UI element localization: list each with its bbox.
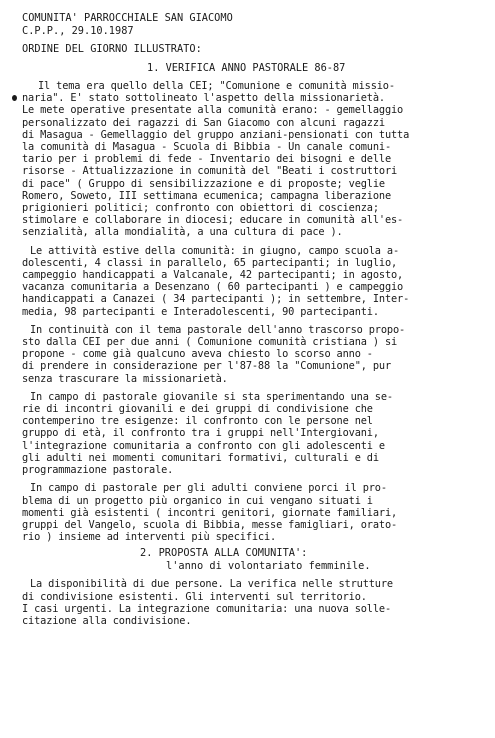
- paragraph-5: [22, 482, 481, 543]
- text-line: La disponibilità di due persone. La verifica nelle strutture: [30, 578, 393, 591]
- ink-dot: [12, 95, 17, 101]
- org-name: COMUNITA' PARROCCHIALE SAN GIACOMO: [22, 12, 233, 24]
- text-line: personalizzato dei ragazzi di San Giacomo con alcuni ragazzi: [22, 116, 385, 129]
- agenda-heading: ORDINE DEL GIORNO ILLUSTRATO:: [22, 43, 202, 55]
- paragraph-2: [22, 245, 481, 318]
- text-line: gruppi del Vangelo, scuola di Bibbia, messe famigliari, orato-: [22, 518, 398, 531]
- text-line: Il tema era quello della CEI; "Comunione e comunità missio-: [38, 80, 395, 92]
- paragraph-4: [22, 391, 481, 476]
- text-line: tario per i problemi di fede - Inventario dei bisogni e delle: [22, 153, 392, 166]
- section-2-subtitle: l'anno di volontariato femminile.: [166, 559, 371, 572]
- text-line: momenti già esistenti ( incontri genitori, giornate familiari,: [22, 506, 398, 519]
- text-line: vacanza comunitaria a Desenzano ( 60 partecipanti ) e campeggio: [22, 281, 404, 294]
- document-reference: C.P.P., 29.10.1987: [22, 24, 134, 37]
- text-line: l'integrazione comunitaria a confronto con gli adolescenti e: [22, 439, 385, 452]
- text-line: In continuità con il tema pastorale dell'anno trascorso propo-: [30, 323, 406, 336]
- text-line: programmazione pastorale.: [22, 464, 174, 477]
- text-line: senza trascurare la missionarietà.: [22, 372, 228, 385]
- paragraph-6: [22, 578, 481, 627]
- text-line: sto dalla CEI per due anni ( Comunione comunità cristiana ) si: [22, 336, 398, 349]
- text-line: Romero, Soweto, III settimana ecumenica; campagna liberazione: [22, 189, 392, 202]
- text-line: In campo di pastorale per gli adulti conviene porci il pro-: [30, 482, 387, 495]
- text-line: media, 98 partecipanti e Interadolescenti, 90 partecipanti.: [22, 305, 379, 318]
- paragraph-3: [22, 324, 481, 385]
- text-line: di prendere in considerazione per l'87-88 la "Comunione", pur: [22, 360, 392, 373]
- text-line: campeggio handicappati a Valcanale, 42 partecipanti; in agosto,: [22, 269, 404, 282]
- text-line: Le mete operative presentate alla comunità erano: - gemellaggio: [22, 104, 404, 117]
- text-line: naria". E' stato sottolineato l'aspetto della missionarietà.: [22, 92, 385, 105]
- text-line: rio ) insieme ad interventi più specifici.: [22, 531, 277, 544]
- text-line: citazione alla condivisione.: [22, 614, 192, 627]
- text-line: la comunità di Masagua - Scuola di Bibbia - Un canale comuni-: [22, 141, 392, 154]
- text-line: contemperino tre esigenze: il confronto con le persone nel: [22, 415, 373, 428]
- section-1-title: 1. VERIFICA ANNO PASTORALE 86-87: [147, 61, 346, 74]
- text-line: propone - come già qualcuno aveva chiesto lo scorso anno -: [22, 348, 373, 361]
- text-line: di pace" ( Gruppo di sensibilizzazione e di proposte; veglie: [22, 177, 385, 190]
- paragraph-1: [22, 80, 481, 239]
- text-line: gli adulti nei momenti comunitari formativi, culturali e di: [22, 451, 379, 464]
- text-line: blema di un progetto più organico in cui vengano situati i: [22, 494, 373, 507]
- text-line: Le attività estive della comunità: in giugno, campo scuola a-: [30, 244, 400, 257]
- text-line: senzialità, alla mondialità, a una cultura di pace ).: [22, 226, 343, 239]
- text-line: di Masagua - Gemellaggio del gruppo anziani-pensionati con tutta: [22, 128, 410, 141]
- text-line: rie di incontri giovanili e dei gruppi di condivisione che: [22, 403, 373, 416]
- text-line: di condivisione esistenti. Gli interventi sul territorio.: [22, 590, 367, 603]
- text-line: stimolare e collaborare in diocesi; educare in comunità all'es-: [22, 214, 404, 227]
- text-line: handicappati a Canazei ( 34 partecipanti ); in settembre, Inter-: [22, 293, 410, 306]
- text-line: prigionieri politici; confronto con obiettori di coscienza;: [22, 202, 379, 215]
- text-line: risorse - Attualizzazione in comunità del "Beati i costruttori: [22, 165, 398, 178]
- text-line: I casi urgenti. La integrazione comunitaria: una nuova solle-: [22, 602, 392, 615]
- text-line: gruppo di età, il confronto tra i gruppi nell'Intergiovani,: [22, 427, 379, 440]
- section-2-title: 2. PROPOSTA ALLA COMUNITA':: [140, 547, 308, 560]
- text-line: In campo di pastorale giovanile si sta sperimentando una se-: [30, 390, 393, 403]
- text-line: dolescenti, 4 classi in parallelo, 65 partecipanti; in luglio,: [22, 256, 398, 269]
